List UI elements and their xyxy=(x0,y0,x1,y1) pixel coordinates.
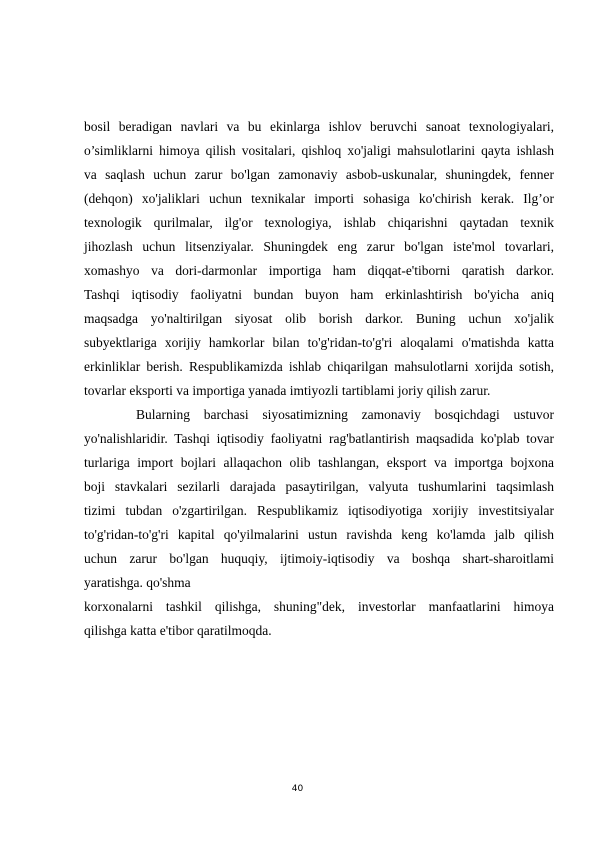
text-line: boji stavkalari sezilarli darajada pasaytirilgan, valyuta tushumlarini taqsimlash xyxy=(84,479,554,494)
text-line: Bularning barchasi siyosatimizning zamonaviy bosqichdagi ustuvor xyxy=(136,407,554,422)
text-line: uchun zarur bo'lgan huquqiy, ijtimoiy-iqtisodiy va boshqa shart-sharoitlami xyxy=(84,551,554,566)
text-line: jihozlash uchun litsenziyalar. Shuningdek eng zarur bo'lgan iste'mol tovarlari, xyxy=(84,239,554,254)
page-number: 40 xyxy=(291,784,304,794)
text-line: turlariga import bojlari allaqachon olib tashlangan, eksport va importga bojxona xyxy=(84,455,554,470)
text-line: to'g'ridan-to'g'ri kapital qo'yilmalarini ustun ravishda keng ko'lamda jalb qilish xyxy=(84,527,554,542)
text-line: Tashqi iqtisodiy faoliyatni bundan buyon ham erkinlashtirish bo'yicha aniq xyxy=(84,287,554,302)
text-line: tovarlar eksporti va importiga yanada imtiyozli tartiblami joriy qilish zarur. xyxy=(84,383,491,398)
text-line: subyektlariga xorijiy hamkorlar bilan to'g'ridan-to'g'ri aloqalami o'matishda katta xyxy=(84,335,554,350)
text-line: va saqlash uchun zarur bo'lgan zamonaviy asbob-uskunalar, shuningdek, fenner xyxy=(84,167,554,182)
text-line: yaratishga. qo'shma xyxy=(84,575,191,590)
text-line: texnologik qurilmalar, ilg'or texnologiya, ishlab chiqarishni qaytadan texnik xyxy=(84,215,554,230)
text-line: (dehqon) xo'jaliklari uchun texnikalar importi sohasiga ko'chirish kerak. Ilg’or xyxy=(84,191,554,206)
text-line: erkinliklar berish. Respublikamizda ishlab chiqarilgan mahsulotlarni xorijda sotish, xyxy=(84,359,554,374)
text-line: maqsadga yo'naltirilgan siyosat olib borish darkor. Buning uchun xo'jalik xyxy=(84,311,554,326)
text-line: qilishga katta e'tibor qaratilmoqda. xyxy=(84,623,272,638)
text-line: korxonalarni tashkil qilishga, shuning"dek, investorlar manfaatlarini himoya xyxy=(84,599,554,614)
text-line: tizimi tubdan o'zgartirilgan. Respublikamiz iqtisodiyotiga xorijiy investitsiyalar xyxy=(84,503,554,518)
text-line: yo'nalishlaridir. Tashqi iqtisodiy faoliyatni rag'batlantirish maqsadida ko'plab tovar xyxy=(84,431,554,446)
text-line: o’simliklarni himoya qilish vositalari, qishloq xo'jaligi mahsulotlarini qayta ishlash xyxy=(84,143,554,158)
text-line: xomashyo va dori-darmonlar importiga ham diqqat-e'tiborni qaratish darkor. xyxy=(84,263,554,278)
text-line: bosil beradigan navlari va bu ekinlarga ishlov beruvchi sanoat texnologiyalari, xyxy=(84,119,554,134)
